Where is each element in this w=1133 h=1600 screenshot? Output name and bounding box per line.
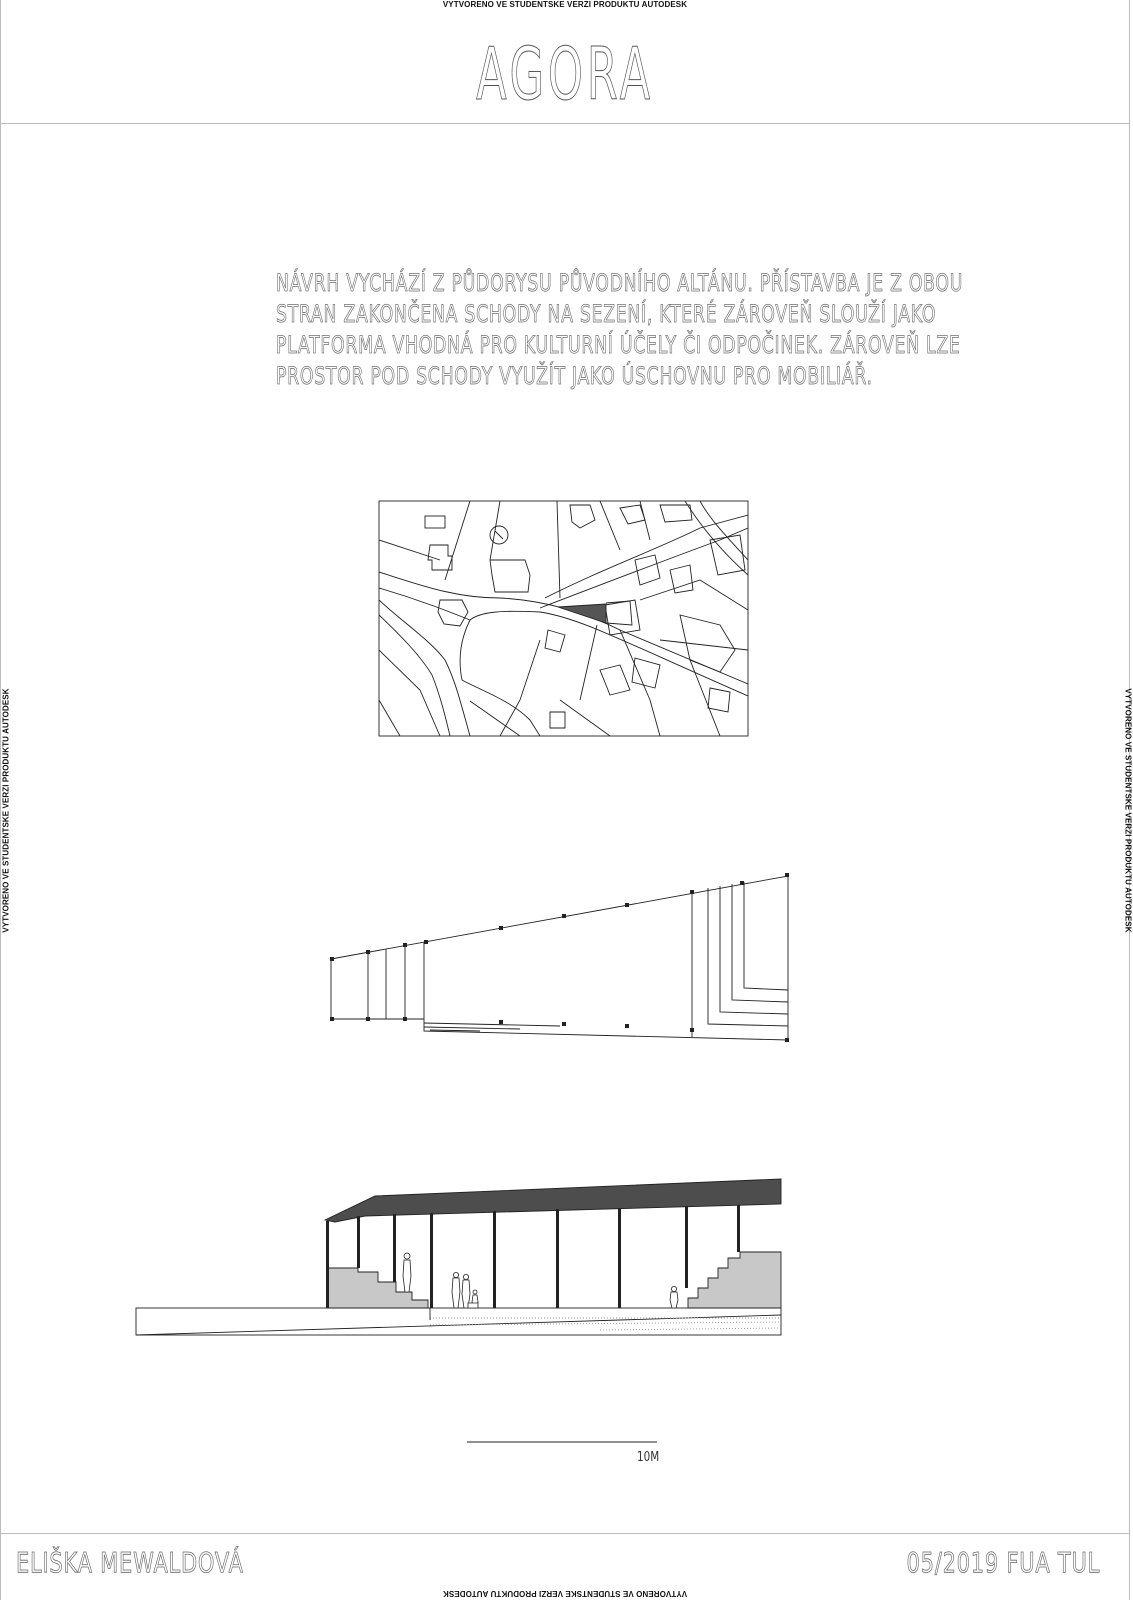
description-line: PLATFORMA VHODNÁ PRO KULTURNÍ ÚČELY ČI ODPOČINEK. ZÁROVEŇ LZE [276, 331, 961, 359]
watermark-left: VYTVORENO VE STUDENTSKE VERZI PRODUKTU AUTODESK [1, 688, 11, 933]
human-figures [403, 1253, 678, 1308]
site-plan-drawing [379, 501, 748, 736]
description-line: PROSTOR POD SCHODY VYUŽÍT JAKO ÚSCHOVNU PRO MOBILIÁŘ. [276, 362, 873, 390]
page-title: AGORA [476, 32, 654, 116]
watermark-top: VYTVORENO VE STUDENTSKE VERZI PRODUKTU AUTODESK [442, 0, 688, 9]
description-line: STRAN ZAKONČENA SCHODY NA SEZENÍ, KTERÉ ZÁROVEŇ SLOUŽÍ JAKO [276, 300, 937, 328]
site-highlight [558, 604, 606, 623]
watermark-bottom: VYTVORENO VE STUDENTSKE VERZI PRODUKTU AUTODESK [442, 1589, 688, 1598]
watermark-right: VYTVORENO VE STUDENTSKE VERZI PRODUKTU AUTODESK [1123, 688, 1133, 933]
section-drawing [136, 1179, 781, 1335]
date-school: 05/2019 FUA TUL [906, 1546, 1100, 1579]
author-name: ELIŠKA MEWALDOVÁ [16, 1546, 244, 1579]
floor-plan-drawing [330, 873, 789, 1042]
scale-label: 10M [637, 1450, 660, 1465]
description-line: NÁVRH VYCHÁZÍ Z PŮDORYSU PŮVODNÍHO ALTÁNU. PŘÍSTAVBA JE Z OBOU [276, 269, 964, 297]
